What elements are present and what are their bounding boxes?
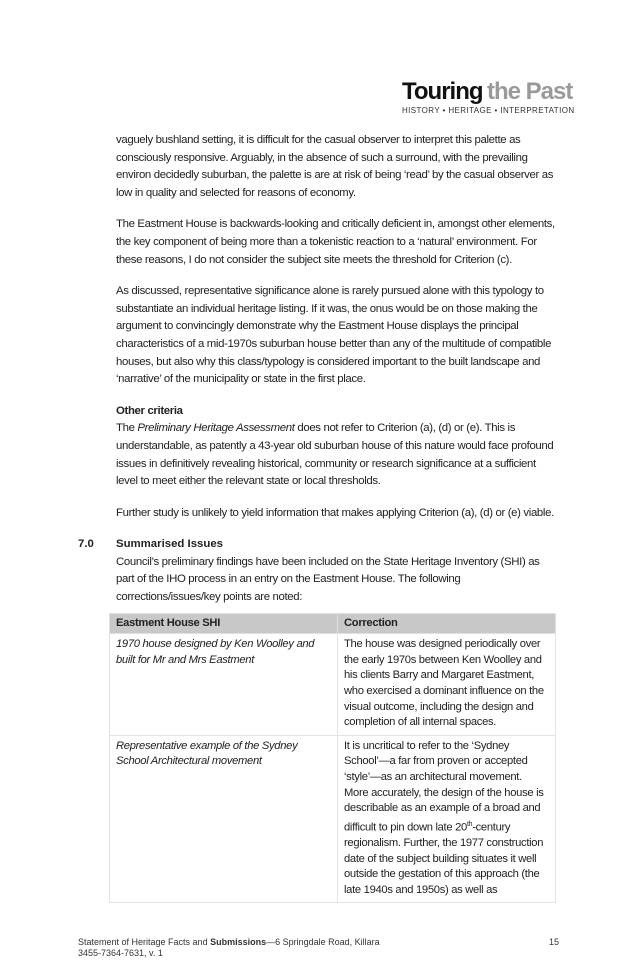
section-title: Summarised Issues — [116, 538, 223, 551]
paragraph-other-criteria — [116, 420, 559, 490]
section-number: 7.0 — [78, 538, 94, 551]
footer-document-id: 3455-7364-7631, v. 1 — [78, 948, 163, 959]
text: Statement of Heritage Facts and — [78, 937, 211, 948]
table-header-row — [110, 613, 556, 634]
footer-document-title — [78, 937, 559, 948]
paragraph-further-study: Further study is unlikely to yield information that makes applying Criterion (a), (d) or (e) viable. — [116, 506, 554, 519]
page-content — [78, 0, 559, 979]
correction-cell: The house was designed periodically over the early 1970s between Ken Woolley and his clients Barry and Margaret Eastment, who exercised a dominant influence on the visual outcome, including the design and completion of all internal spaces. — [338, 634, 556, 736]
document-title: Preliminary Heritage Assessment — [137, 422, 295, 435]
issues-table — [109, 613, 556, 904]
text: -century regionalism. Further, the 1977 construction date of the subject building situates it well outside the gestation of this approach (the late 1940s and 1950s) as well as — [344, 821, 544, 896]
text: —6 Springdale Road, Killara — [266, 937, 380, 948]
text: does not refer to Criterion (a), (d) or (e). This is understandable, as patently a 43-year old suburban house of this nature would face profound issues in definitively revealing historical, community or research significance at a sufficient level to meet either the relevant state or local thresholds. — [116, 422, 554, 488]
column-header: Eastment House SHI — [110, 613, 338, 634]
superscript: th — [466, 820, 473, 828]
correction-cell — [338, 735, 556, 903]
other-criteria-heading: Other criteria — [116, 404, 183, 417]
logo-word-the-past: the Past — [486, 78, 573, 105]
paragraph-council-findings: Council’s preliminary findings have been included on the State Heritage Inventory (SHI) as part of the IHO process in an entry on the Eastment House. The following corrections/issues/key points are noted: — [116, 555, 540, 604]
paragraph-palette: vaguely bushland setting, it is difficult for the casual observer to interpret this palette as consciously responsive. Arguably, in the absence of such a surround, with the prevailing environ decidedly suburban, the palette is are at risk of being ‘read’ by the casual observer as low in quality and selected for reasons of economy. — [116, 134, 554, 199]
text: It is uncritical to refer to the ‘Sydney School’—a far from proven or accepted ‘style’—as an architectural movement. More accurately, the design of the house is describable as an example of a broad and difficult to pin down late 20 — [344, 739, 544, 834]
text: The — [116, 422, 138, 435]
shi-cell: 1970 house designed by Ken Woolley and built for Mr and Mrs Eastment — [110, 634, 338, 736]
table-row — [110, 634, 556, 736]
logo-tagline: HISTORY • HERITAGE • INTERPRETATION — [402, 106, 575, 115]
logo-word-touring: Touring — [402, 78, 483, 105]
shi-cell: Representative example of the Sydney School Architectural movement — [110, 735, 338, 903]
paragraph-criterion-c: The Eastment House is backwards-looking and critically deficient in, amongst other elements, the key component of being more than a tokenistic reaction to a ‘natural’ environment. For these reasons, I do not consider the subject site meets the threshold for Criterion (c). — [116, 218, 555, 266]
section-heading — [78, 536, 559, 554]
text: Submissions — [210, 937, 267, 948]
column-header: Correction — [338, 613, 556, 634]
paragraph-representative: As discussed, representative significance alone is rarely pursued alone with this typology to substantiate an individual heritage listing. If it was, the onus would be on those making the argument to convincingly demonstrate why the Eastment House displays the principal characteristics of a mid-1970s suburban house better than any of the multitude of compatible houses, but also why this class/typology is considered important to the built landscape and ‘narrative’ of the municipality or state in the first place. — [116, 285, 552, 386]
page-number: 15 — [548, 937, 559, 948]
footer — [78, 937, 559, 959]
table-row — [110, 735, 556, 903]
